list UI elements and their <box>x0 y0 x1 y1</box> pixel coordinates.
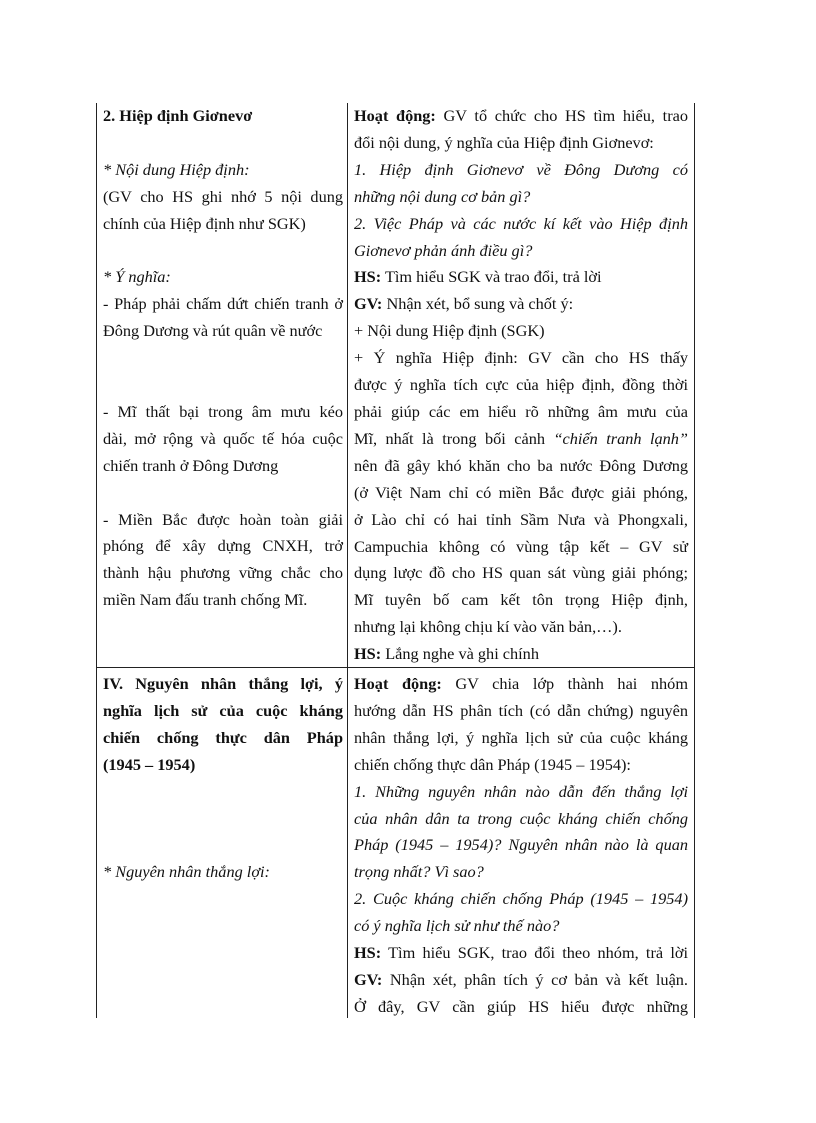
meaning-item-line: phóng để xây dựng CNXH, trở <box>103 536 343 556</box>
section-title-victory-line: (1945 – 1954) <box>103 754 196 774</box>
meaning-item-line: miền Nam đấu tranh chống Mĩ. <box>103 590 308 610</box>
cold-war-quote: “chiến tranh lạnh” <box>553 428 688 448</box>
left-cell-victory <box>103 671 343 886</box>
activity-line: Hoạt động: GV tổ chức cho HS tìm hiểu, trao <box>354 106 688 125</box>
meaning-point-line: phải giúp các em hiểu rõ những âm mưu của <box>354 401 688 421</box>
table-column-divider <box>347 103 348 1018</box>
table-border-left <box>96 103 97 1018</box>
hs-line: HS: Tìm hiểu SGK, trao đổi theo nhóm, trả lời <box>354 943 688 963</box>
activity-line: Hoạt động: GV chia lớp thành hai nhóm <box>354 674 688 693</box>
meaning-point-line: ở Lào chỉ có hai tỉnh Sầm Nưa và Phongxali, <box>354 509 688 529</box>
cause-heading: * Nguyên nhân thắng lợi: <box>103 862 270 882</box>
meaning-item-line: - Mĩ thất bại trong âm mưu kéo <box>103 401 343 421</box>
content-note-line: (GV cho HS ghi nhớ 5 nội dung <box>103 186 343 206</box>
hs-line: HS: Lắng nghe và ghi chính <box>354 644 539 664</box>
question-line: 2. Cuộc kháng chiến chống Pháp (1945 – 1954) <box>354 889 688 909</box>
meaning-point-line: Mĩ, nhất là trong bối cảnh “chiến tranh lạnh” <box>354 428 688 448</box>
section-title-geneva: 2. Hiệp định Giơnevơ <box>103 106 253 125</box>
gv-line: GV: Nhận xét, bổ sung và chốt ý: <box>354 294 574 314</box>
question-line: có ý nghĩa lịch sử như thế nào? <box>354 916 560 936</box>
activity-label: Hoạt động: <box>354 674 442 693</box>
meaning-point-line: được ý nghĩa tích cực của hiệp định, đồng thời <box>354 375 688 395</box>
meaning-point-line: dụng lược đồ cho HS quan sát vùng giải phóng; <box>354 563 688 583</box>
section-title-victory-line: nghĩa lịch sử của cuộc kháng <box>103 700 343 720</box>
section-title-victory-line: chiến chống thực dân Pháp <box>103 727 343 747</box>
gv-line: GV: Nhận xét, phân tích ý cơ bản và kết luận. <box>354 969 689 989</box>
activity-line: hướng dẫn HS phân tích (có dẫn chứng) nguyên <box>354 700 688 720</box>
question-line: 2. Việc Pháp và các nước kí kết vào Hiệp định <box>354 213 688 233</box>
content-heading: * Nội dung Hiệp định: <box>103 159 250 179</box>
activity-label: Hoạt động: <box>354 106 436 125</box>
question-line: 1. Hiệp định Giơnevơ về Đông Dương có <box>354 159 688 179</box>
meaning-point-line: Campuchia không có vùng tập kết – GV sử <box>354 536 688 556</box>
question-line: 1. Những nguyên nhân nào dẫn đến thắng lợi <box>354 781 688 801</box>
meaning-heading: * Ý nghĩa: <box>103 267 171 287</box>
question-line: Pháp (1945 – 1954)? Nguyên nhân nào là quan <box>354 835 688 855</box>
meaning-point-line: nên đã gây khó khăn cho ba nước Đông Dương <box>354 455 688 475</box>
activity-line: đổi nội dung, ý nghĩa của Hiệp định Giơnevơ: <box>354 132 654 152</box>
left-cell-geneva <box>103 103 343 614</box>
hs-line: HS: Tìm hiểu SGK và trao đổi, trả lời <box>354 267 602 287</box>
meaning-point-line: (ở Việt Nam chỉ có miền Bắc được giải phóng, <box>354 482 688 502</box>
meaning-item-line: dài, mở rộng và quốc tế hóa cuộc <box>103 428 343 448</box>
content-point: + Nội dung Hiệp định (SGK) <box>354 321 545 341</box>
question-line: trọng nhất? Vì sao? <box>354 862 484 882</box>
right-cell-geneva <box>354 103 688 668</box>
activity-line: nhân thắng lợi, ý nghĩa lịch sử của cuộc kháng <box>354 727 688 747</box>
meaning-item-line: thành hậu phương vững chắc cho <box>103 563 343 583</box>
section-title-victory-line: IV. Nguyên nhân thắng lợi, ý <box>103 674 343 693</box>
meaning-point-line: + Ý nghĩa Hiệp định: GV cần cho HS thấy <box>354 348 688 368</box>
right-cell-victory <box>354 671 688 1021</box>
meaning-item-line: Đông Dương và rút quân về nước <box>103 321 323 341</box>
meaning-item-line: chiến tranh ở Đông Dương <box>103 455 279 475</box>
conclusion-line: Ở đây, GV cần giúp HS hiểu được những <box>354 996 688 1016</box>
question-line: những nội dung cơ bản gì? <box>354 186 531 206</box>
meaning-point-line: nhưng lại không chịu kí vào văn bản,…). <box>354 617 622 637</box>
activity-line: chiến chống thực dân Pháp (1945 – 1954): <box>354 754 631 774</box>
content-note-line: chính của Hiệp định như SGK) <box>103 213 306 233</box>
question-line: của nhân dân ta trong cuộc kháng chiến chống <box>354 808 688 828</box>
table-border-right <box>694 103 695 1018</box>
meaning-item-line: - Pháp phải chấm dứt chiến tranh ở <box>103 294 343 314</box>
question-line: Giơnevơ phản ánh điều gì? <box>354 240 533 260</box>
meaning-point-line: Mĩ tuyên bố cam kết tôn trọng Hiệp định, <box>354 590 688 610</box>
meaning-item-line: - Miền Bắc được hoàn toàn giải <box>103 509 343 529</box>
lesson-table <box>96 103 695 1018</box>
